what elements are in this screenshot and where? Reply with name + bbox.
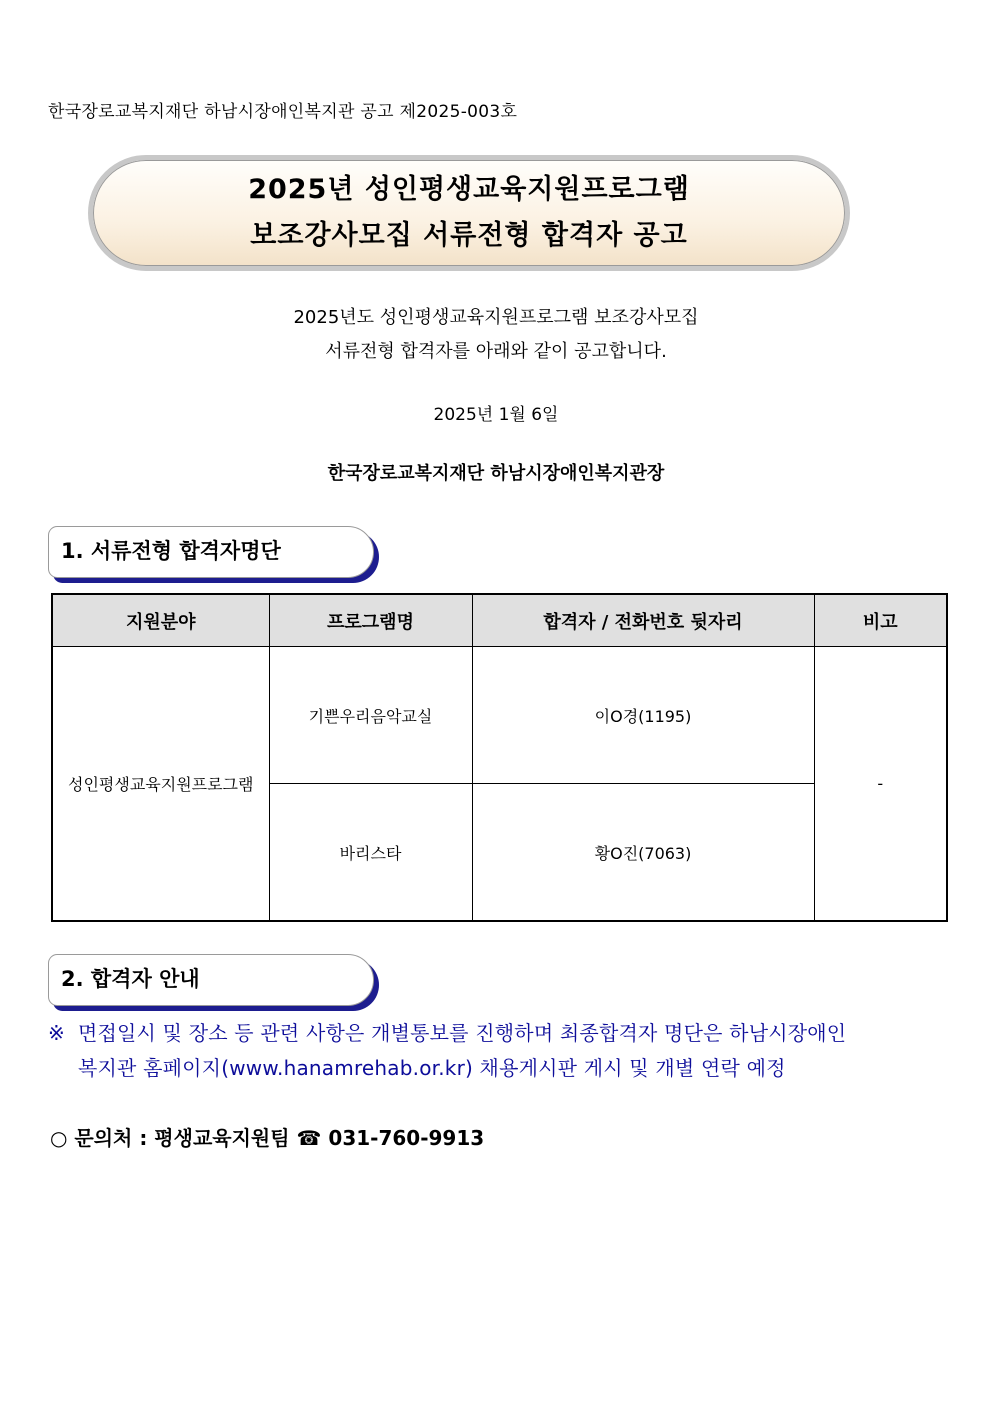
notice-line-2: 복지관 홈페이지(www.hanamrehab.or.kr) 채용게시판 게시 및 개별 연락 예정 <box>78 1056 786 1080</box>
title-banner <box>88 155 850 271</box>
reference-mark-icon: ※ <box>48 1021 65 1045</box>
result-table <box>51 593 948 922</box>
intro-line-2: 서류전형 합격자를 아래와 같이 공고합니다. <box>325 341 667 362</box>
circle-bullet-icon: ○ <box>50 1126 68 1150</box>
table-row <box>52 647 947 784</box>
intro-line-1: 2025년도 성인평생교육지원프로그램 보조강사모집 <box>293 307 699 328</box>
header-program: 프로그램명 <box>269 594 472 647</box>
header-remark: 비고 <box>814 594 947 647</box>
section-1-heading: 1. 서류전형 합격자명단 <box>48 526 374 578</box>
organization-name: 한국장로교복지재단 하남시장애인복지관장 <box>327 463 665 484</box>
contact-phone: 031-760-9913 <box>328 1126 485 1150</box>
cell-applicant: 황O진(7063) <box>472 784 814 922</box>
notice-text <box>48 1016 948 1086</box>
header-applicant: 합격자 / 전화번호 뒷자리 <box>472 594 814 647</box>
contact-info <box>50 1122 484 1151</box>
header-field: 지원분야 <box>52 594 269 647</box>
table-header-row <box>52 594 947 647</box>
contact-label: 문의처 : 평생교육지원팀 <box>74 1126 290 1150</box>
cell-applicant: 이O경(1195) <box>472 647 814 784</box>
cell-program: 바리스타 <box>269 784 472 922</box>
cell-field: 성인평생교육지원프로그램 <box>52 647 269 922</box>
title-line-2: 보조강사모집 서류전형 합격자 공고 <box>250 220 688 251</box>
section-2-heading: 2. 합격자 안내 <box>48 954 374 1006</box>
cell-program: 기쁜우리음악교실 <box>269 647 472 784</box>
phone-icon: ☎ <box>296 1126 322 1150</box>
title-line-1: 2025년 성인평생교육지원프로그램 <box>248 174 690 205</box>
announcement-date: 2025년 1월 6일 <box>433 405 559 425</box>
notice-line-1 <box>48 1016 948 1051</box>
notice-line-1-text: 면접일시 및 장소 등 관련 사항은 개별통보를 진행하며 최종합격자 명단은 하남시장애인 <box>78 1021 847 1045</box>
cell-remark: - <box>814 647 947 922</box>
notice-number: 한국장로교복지재단 하남시장애인복지관 공고 제2025-003호 <box>48 102 518 122</box>
